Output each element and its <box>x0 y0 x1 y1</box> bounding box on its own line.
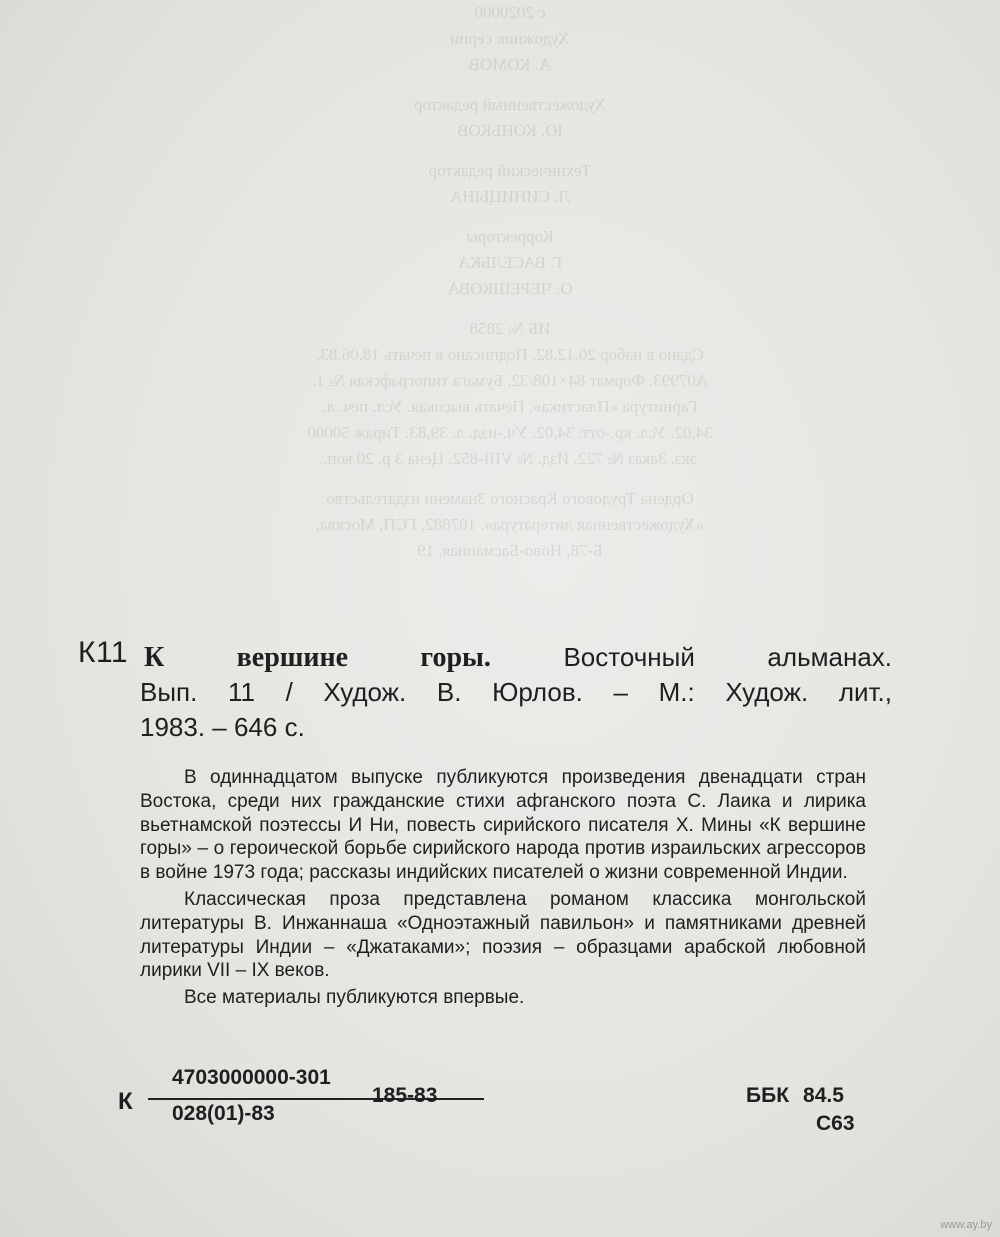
publisher-code-denominator: 028(01)-83 <box>172 1102 275 1125</box>
entry-line-3: 1983. – 646 с. <box>140 712 305 742</box>
bbk-block <box>746 1082 855 1138</box>
watermark: www.ay.by <box>940 1219 992 1231</box>
annotation-paragraph-2: Классическая проза представлена романом классика монгольской литературы В. Инжаннаша «Одноэтажный павильон» и памятниками древней литературы Индии – «Джатаками»; поэзия – образцами арабской любовной лирики VII – IX веков. <box>140 888 866 982</box>
publisher-code-letter: К <box>118 1088 133 1115</box>
bbk-label: ББК <box>746 1084 790 1107</box>
book-title: К вершине горы. <box>144 642 491 673</box>
publisher-code-side: 185-83 <box>372 1084 438 1107</box>
bbk-code: 84.5 <box>803 1084 844 1107</box>
show-through-text: c 2020000 Художник серии А. КОМОВ Художественный редактор Ю. КОНЬКОВ Технический редактор Л. СИНИЦЫНА Корректоры Г. ВАСЕЛЬКА О. ЧЕРЕШКОВА ИБ № 2858 Сдано в набор 20.12.82. Подписано в печать 18.06.83. А07993. Формат 84×108/32. Бумага типографская № 1. Гарнитура «Пластика». Печать высокая. Усл. печ. л. 34,02. Усл. кр.-отт. 34,02. Уч.-изд. л. 39,83. Тираж 50000 экз. Заказ № 722. Изд. № VIII-852. Цена 3 р. 20 коп. Ордена Трудового Красного Знамени издательство «Художественная литература». 107882, ГСП, Москва, Б-78, Ново-Басманная, 19 <box>307 3 713 560</box>
annotation-paragraph-1: В одиннадцатом выпуске публикуются произведения двенадцати стран Востока, среди них гражданские стихи афганского поэта С. Лаика и лирика вьетнамской поэтессы И Ни, повесть сирийского писателя Х. Мины «К вершине горы» – о героической борьбе сирийского народа против израильских агрессоров в войне 1973 года; рассказы индийских писателей о жизни современной Индии. <box>140 767 866 884</box>
entry-line-2: Вып. 11 / Худож. В. Юрлов. – М.: Худож. лит., <box>140 677 892 707</box>
entry-line-1 <box>144 640 892 675</box>
publisher-code-numerator: 4703000000-301 <box>172 1066 331 1089</box>
catalog-code: К11 <box>78 636 129 669</box>
annotation-paragraph-3: Все материалы публикуются впервые. <box>184 987 525 1009</box>
annotation <box>140 766 866 1010</box>
bibliographic-entry <box>140 640 892 745</box>
entry-subtitle: Восточный альманах. <box>490 642 892 672</box>
bbk-author-mark: С63 <box>816 1112 855 1135</box>
